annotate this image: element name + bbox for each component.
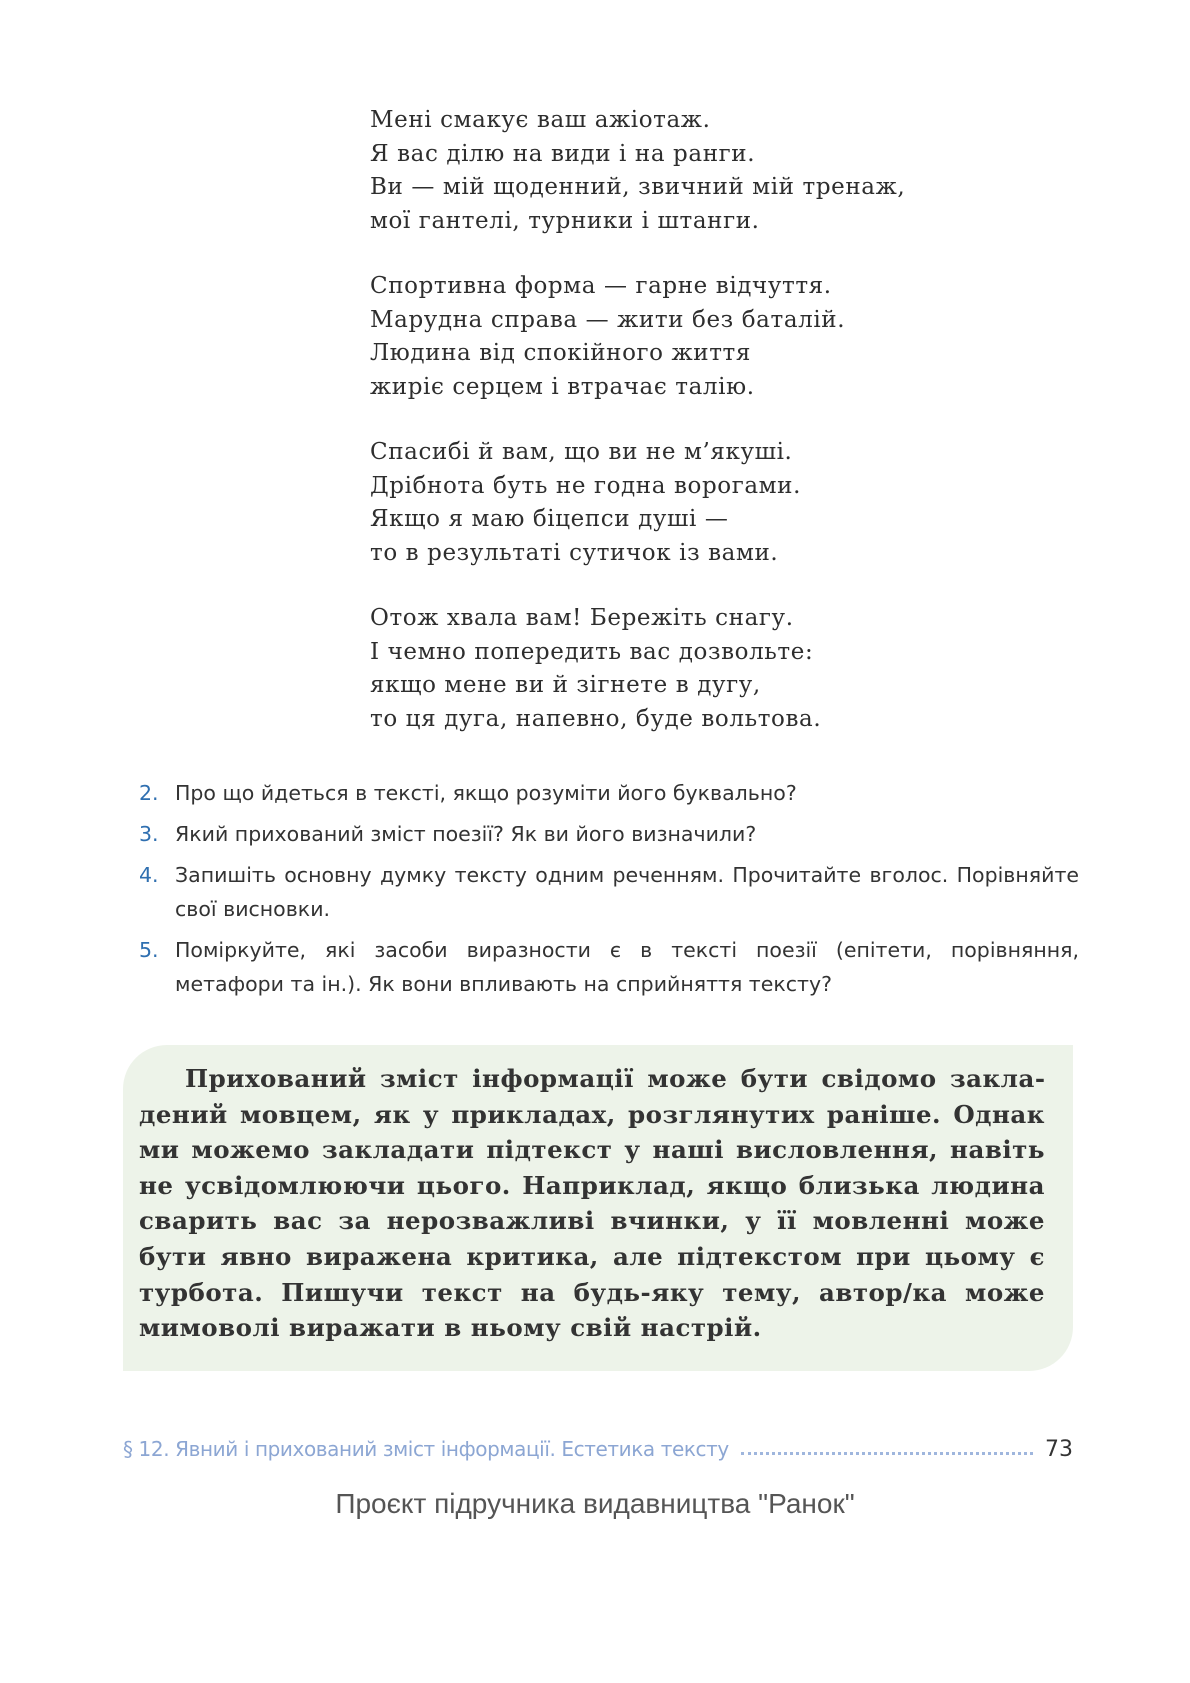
question-item: [139, 817, 1079, 851]
section-title: § 12. Явний і прихований зміст інформації. Естетика тексту: [123, 1437, 729, 1461]
poem-line: то ця дуга, напевно, буде вольтова.: [370, 705, 822, 732]
poem-line: Я вас ділю на види і на ранги.: [370, 140, 756, 167]
question-text: Поміркуйте, які засоби виразности є в тексті поезії (епітети, порівняння, метафори та ін.). Як вони впливають на сприйняття тексту?: [175, 938, 1079, 996]
theory-info-box: [123, 1045, 1073, 1371]
question-item: [139, 933, 1079, 1001]
theory-text: Прихований зміст інформації може бути свідомо закладений мовцем, як у прикладах, розглянутих раніше. Однак ми можемо закладати підтекст у наші висловлення, навіть не усвідомлюючи цього. Наприклад, якщо близька людина сварить вас за нерозважливі вчинки, у її мовленні може бути явно виражена критика, але підтекстом при цьому є турбота. Пишучи текст на будь-яку тему, автор/ка може мимоволі виражати в ньому свій настрій.: [139, 1064, 1045, 1343]
poem-line: якщо мене ви й зігнете в дугу,: [370, 672, 761, 698]
dotted-leader: [741, 1452, 1033, 1455]
poem-line: Якщо я маю біцепси душі —: [370, 506, 729, 532]
question-text: Про що йдеться в тексті, якщо розуміти його буквально?: [175, 781, 797, 805]
poem-line: І чемно попередить вас дозвольте:: [370, 638, 814, 665]
publisher-watermark: Проєкт підручника видавництва "Ранок": [335, 1488, 855, 1519]
poem-line: мої гантелі, турники і штанги.: [370, 207, 760, 234]
poem-line: Дрібнота буть не годна ворогами.: [370, 472, 802, 499]
question-list: [139, 776, 1079, 1008]
poem-stanza: [370, 104, 1010, 238]
poem-stanza: [370, 270, 1010, 404]
page-footer: [123, 1432, 1073, 1466]
poem-line: то в результаті сутичок із вами.: [370, 539, 779, 566]
poem-stanza: [370, 436, 1010, 570]
poem-line: Спасибі й вам, що ви не м’якуші.: [370, 439, 793, 465]
poem-line: Спортивна форма — гарне відчуття.: [370, 273, 832, 299]
poem: [370, 104, 1010, 768]
question-number: 2.: [139, 781, 159, 805]
question-text: Запишіть основну думку тексту одним реченням. Прочитайте вголос. Порівняйте свої висновки.: [175, 863, 1079, 921]
poem-line: Отож хвала вам! Бережіть снагу.: [370, 605, 794, 631]
poem-line: Марудна справа — жити без баталій.: [370, 306, 846, 333]
poem-stanza: [370, 602, 1010, 736]
poem-line: Мені смакує ваш ажіотаж.: [370, 107, 711, 133]
question-item: [139, 776, 1079, 810]
question-number: 5.: [139, 938, 159, 962]
poem-line: Людина від спокійного життя: [370, 340, 751, 366]
poem-line: жиріє серцем і втрачає талію.: [370, 373, 755, 400]
question-item: [139, 858, 1079, 926]
page-number: 73: [1045, 1436, 1073, 1462]
question-text: Який прихований зміст поезії? Як ви його визначили?: [175, 822, 757, 846]
question-number: 4.: [139, 863, 159, 887]
question-number: 3.: [139, 822, 159, 846]
poem-line: Ви — мій щоденний, звичний мій тренаж,: [370, 174, 906, 200]
